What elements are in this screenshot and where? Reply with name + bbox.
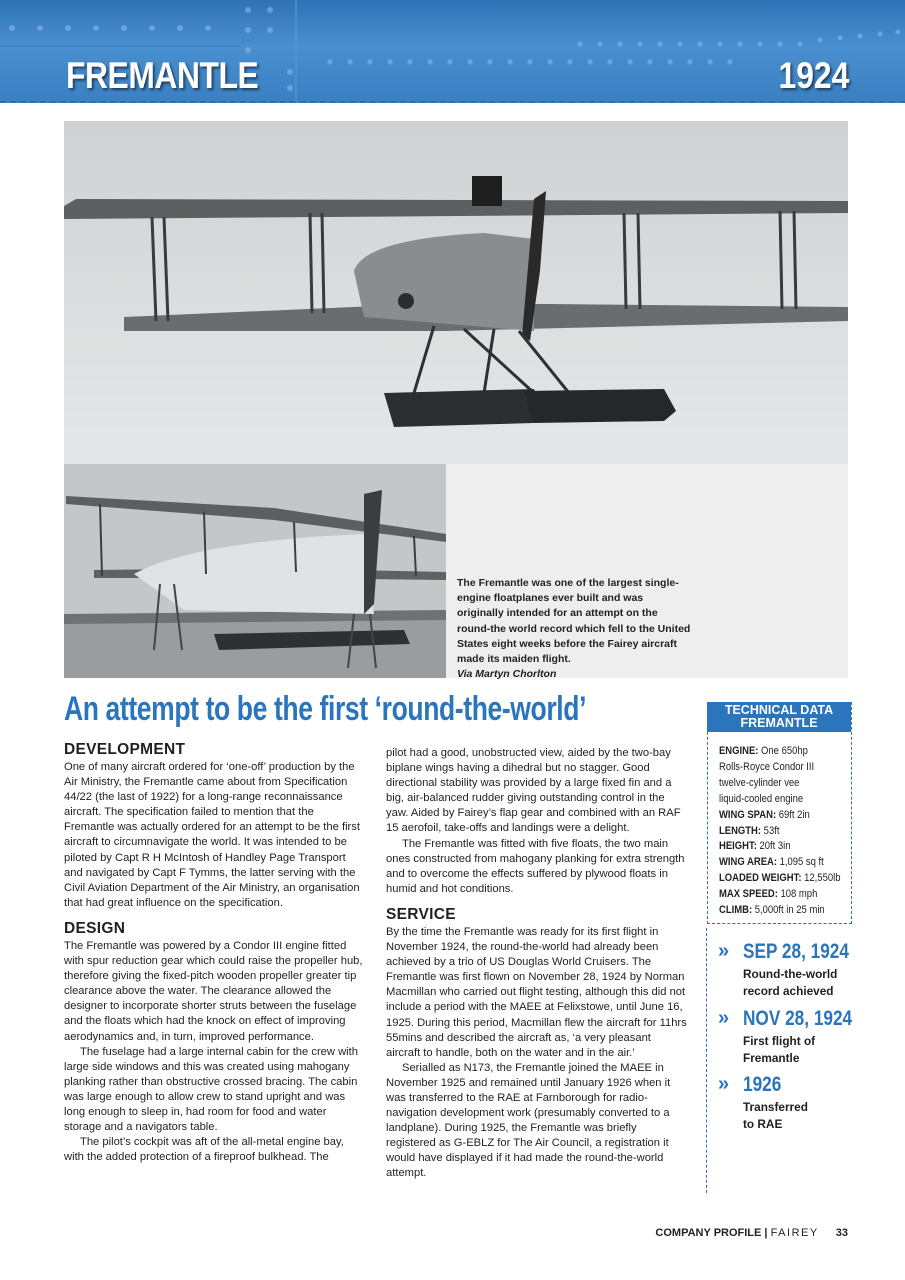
- technical-data-subtitle: FREMANTLE: [740, 716, 818, 730]
- service-paragraph-2: Serialled as N173, the Fremantle joined the MAEE in November 1925 and remained until January 1926 when it was transferred to the RAE at Farnborough for radio-navigation development work (presumably converted to a landplane). During 1925, the Fremantle was briefly registered as G-EBLZ for The Air Council, a registration it would have displayed if it had made the round-the-world attempt.: [386, 1061, 671, 1180]
- timeline-date: SEP 28, 1924: [743, 940, 849, 963]
- spec-length: LENGTH: 53ft: [719, 824, 780, 837]
- timeline-description: Transferred to RAE: [743, 1100, 808, 1131]
- page-footer: [655, 1227, 848, 1239]
- chevron-right-icon: »: [718, 940, 730, 962]
- spec-climb: CLIMB: 5,000ft in 25 min: [719, 904, 825, 917]
- footer-label: COMPANY PROFILE: [655, 1227, 762, 1239]
- page-title: FREMANTLE: [66, 55, 259, 96]
- spec-height: HEIGHT: 20ft 3in: [719, 840, 791, 853]
- technical-data-title: TECHNICAL DATA: [724, 703, 834, 717]
- footer-separator: |: [764, 1227, 768, 1239]
- design-heading: DESIGN: [64, 919, 126, 937]
- photo-caption-panel: [446, 464, 848, 681]
- main-photo: [64, 121, 848, 464]
- timeline-date: 1926: [743, 1073, 782, 1096]
- spec-engine-line2: Rolls-Royce Condor III: [719, 760, 815, 773]
- design-paragraph-3: The pilot’s cockpit was aft of the all-metal engine bay, with the added protection of a fireproof bulkhead. The: [64, 1136, 344, 1164]
- technical-data-header: [707, 702, 851, 732]
- design-paragraph-2: The fuselage had a large internal cabin for the crew with large side windows and this was created using mahogany planking rather than obstructive crossed bracing. The cabin was large enough to allow crew to stand upright and was long enough to sleep in, had room for food and water storage and a navigators table.: [64, 1045, 358, 1134]
- timeline-description: Round-the-world record achieved: [743, 967, 838, 998]
- header-banner: [0, 0, 905, 103]
- timeline-rule: [706, 928, 707, 1193]
- design-paragraph-1: The Fremantle was powered by a Condor III engine fitted with spur reduction gear which could raise the propeller hub, therefore giving the fixed-pitch wooden propeller greater tip clearance above the water. The clearance allowed the designer to incorporate shorter struts between the fuselage and the floats which had the knock on effect of improving aerodynamics and, in turn, improved performance.: [64, 939, 363, 1043]
- design-paragraph-4: The Fremantle was fitted with five floats, the two main ones constructed from mahogany planking for extra strength and to overcome the effects suffered by plywood floats in humid and hot conditions.: [386, 837, 685, 895]
- article-column-1: [64, 740, 364, 1165]
- development-paragraph: One of many aircraft ordered for ‘one-off’ production by the Air Ministry, the Fremantle came about from Specification 44/22 (the last of 1922) for a long-range reconnaissance aircraft. The specification failed to mention that the Fremantle was actually ordered for an attempt to be the first aircraft to circumnavigate the world. It was intended to be piloted by Capt R H McIntosh of Handley Page Transport and navigated by Capt F Tymms, the latter serving with the Civil Aviation Department of the Air Ministry, an organisation that had great influence on the specification.: [64, 761, 360, 909]
- page-year: 1924: [778, 55, 849, 96]
- secondary-photo: [64, 464, 446, 678]
- timeline-date: NOV 28, 1924: [743, 1007, 853, 1030]
- spec-max-speed: MAX SPEED: 108 mph: [719, 888, 818, 901]
- service-heading: SERVICE: [386, 905, 456, 923]
- chevron-right-icon: »: [718, 1007, 730, 1029]
- banner-divider: [0, 101, 905, 103]
- spec-wingspan: WING SPAN: 69ft 2in: [719, 808, 810, 821]
- footer-brand: FAIREY: [770, 1227, 819, 1239]
- page-number: 33: [835, 1227, 848, 1239]
- photo-credit: Via Martyn Chorlton: [457, 668, 557, 681]
- spec-engine-line3: twelve-cylinder vee: [719, 776, 800, 789]
- caption-text: The Fremantle was one of the largest single-engine floatplanes ever built and was originally intended for an attempt on the round-the world record which fell to the United States eight weeks before the Fairey aircraft made its maiden flight.: [457, 577, 691, 666]
- spec-engine: ENGINE: One 650hp: [719, 745, 808, 757]
- technical-data-list: [719, 744, 848, 919]
- spec-engine-line4: liquid-cooled engine: [719, 792, 804, 805]
- spec-loaded-weight: LOADED WEIGHT: 12,550lb: [719, 872, 841, 885]
- design-paragraph-3-continued: pilot had a good, unobstructed view, aided by the two-bay biplane wings having a dihedral but no stagger. Good directional stability was provided by a large fixed fin and a big, air-balanced rudder giving outstanding control in the yaw. Aided by Fairey’s flap gear and combined with an RAF 15 aerofoil, take-offs and landings were a delight.: [386, 747, 681, 835]
- chevron-right-icon: »: [718, 1073, 730, 1095]
- timeline-description: First flight of Fremantle: [743, 1034, 816, 1065]
- spec-wing-area: WING AREA: 1,095 sq ft: [719, 856, 824, 869]
- article-column-2: [386, 746, 688, 1182]
- article-headline: An attempt to be the first ‘round-the-world’: [64, 690, 587, 728]
- photo-caption: [457, 576, 692, 682]
- development-heading: DEVELOPMENT: [64, 741, 186, 758]
- service-paragraph-1: By the time the Fremantle was ready for its first flight in November 1924, the round-the-world had already been achieved by a trio of US Douglas World Cruisers. The Fremantle was first flown on November 28, 1924 by Norman Macmillan who carried out flight testing, although this did not include a period with the MAEE at Felixstowe, until June 16, 1925. During this period, Macmillan flew the aircraft for 11hrs 55mins and described the aircraft as, ‘a very pleasant aircraft to handle, both on the water and in the air.’: [386, 925, 687, 1059]
